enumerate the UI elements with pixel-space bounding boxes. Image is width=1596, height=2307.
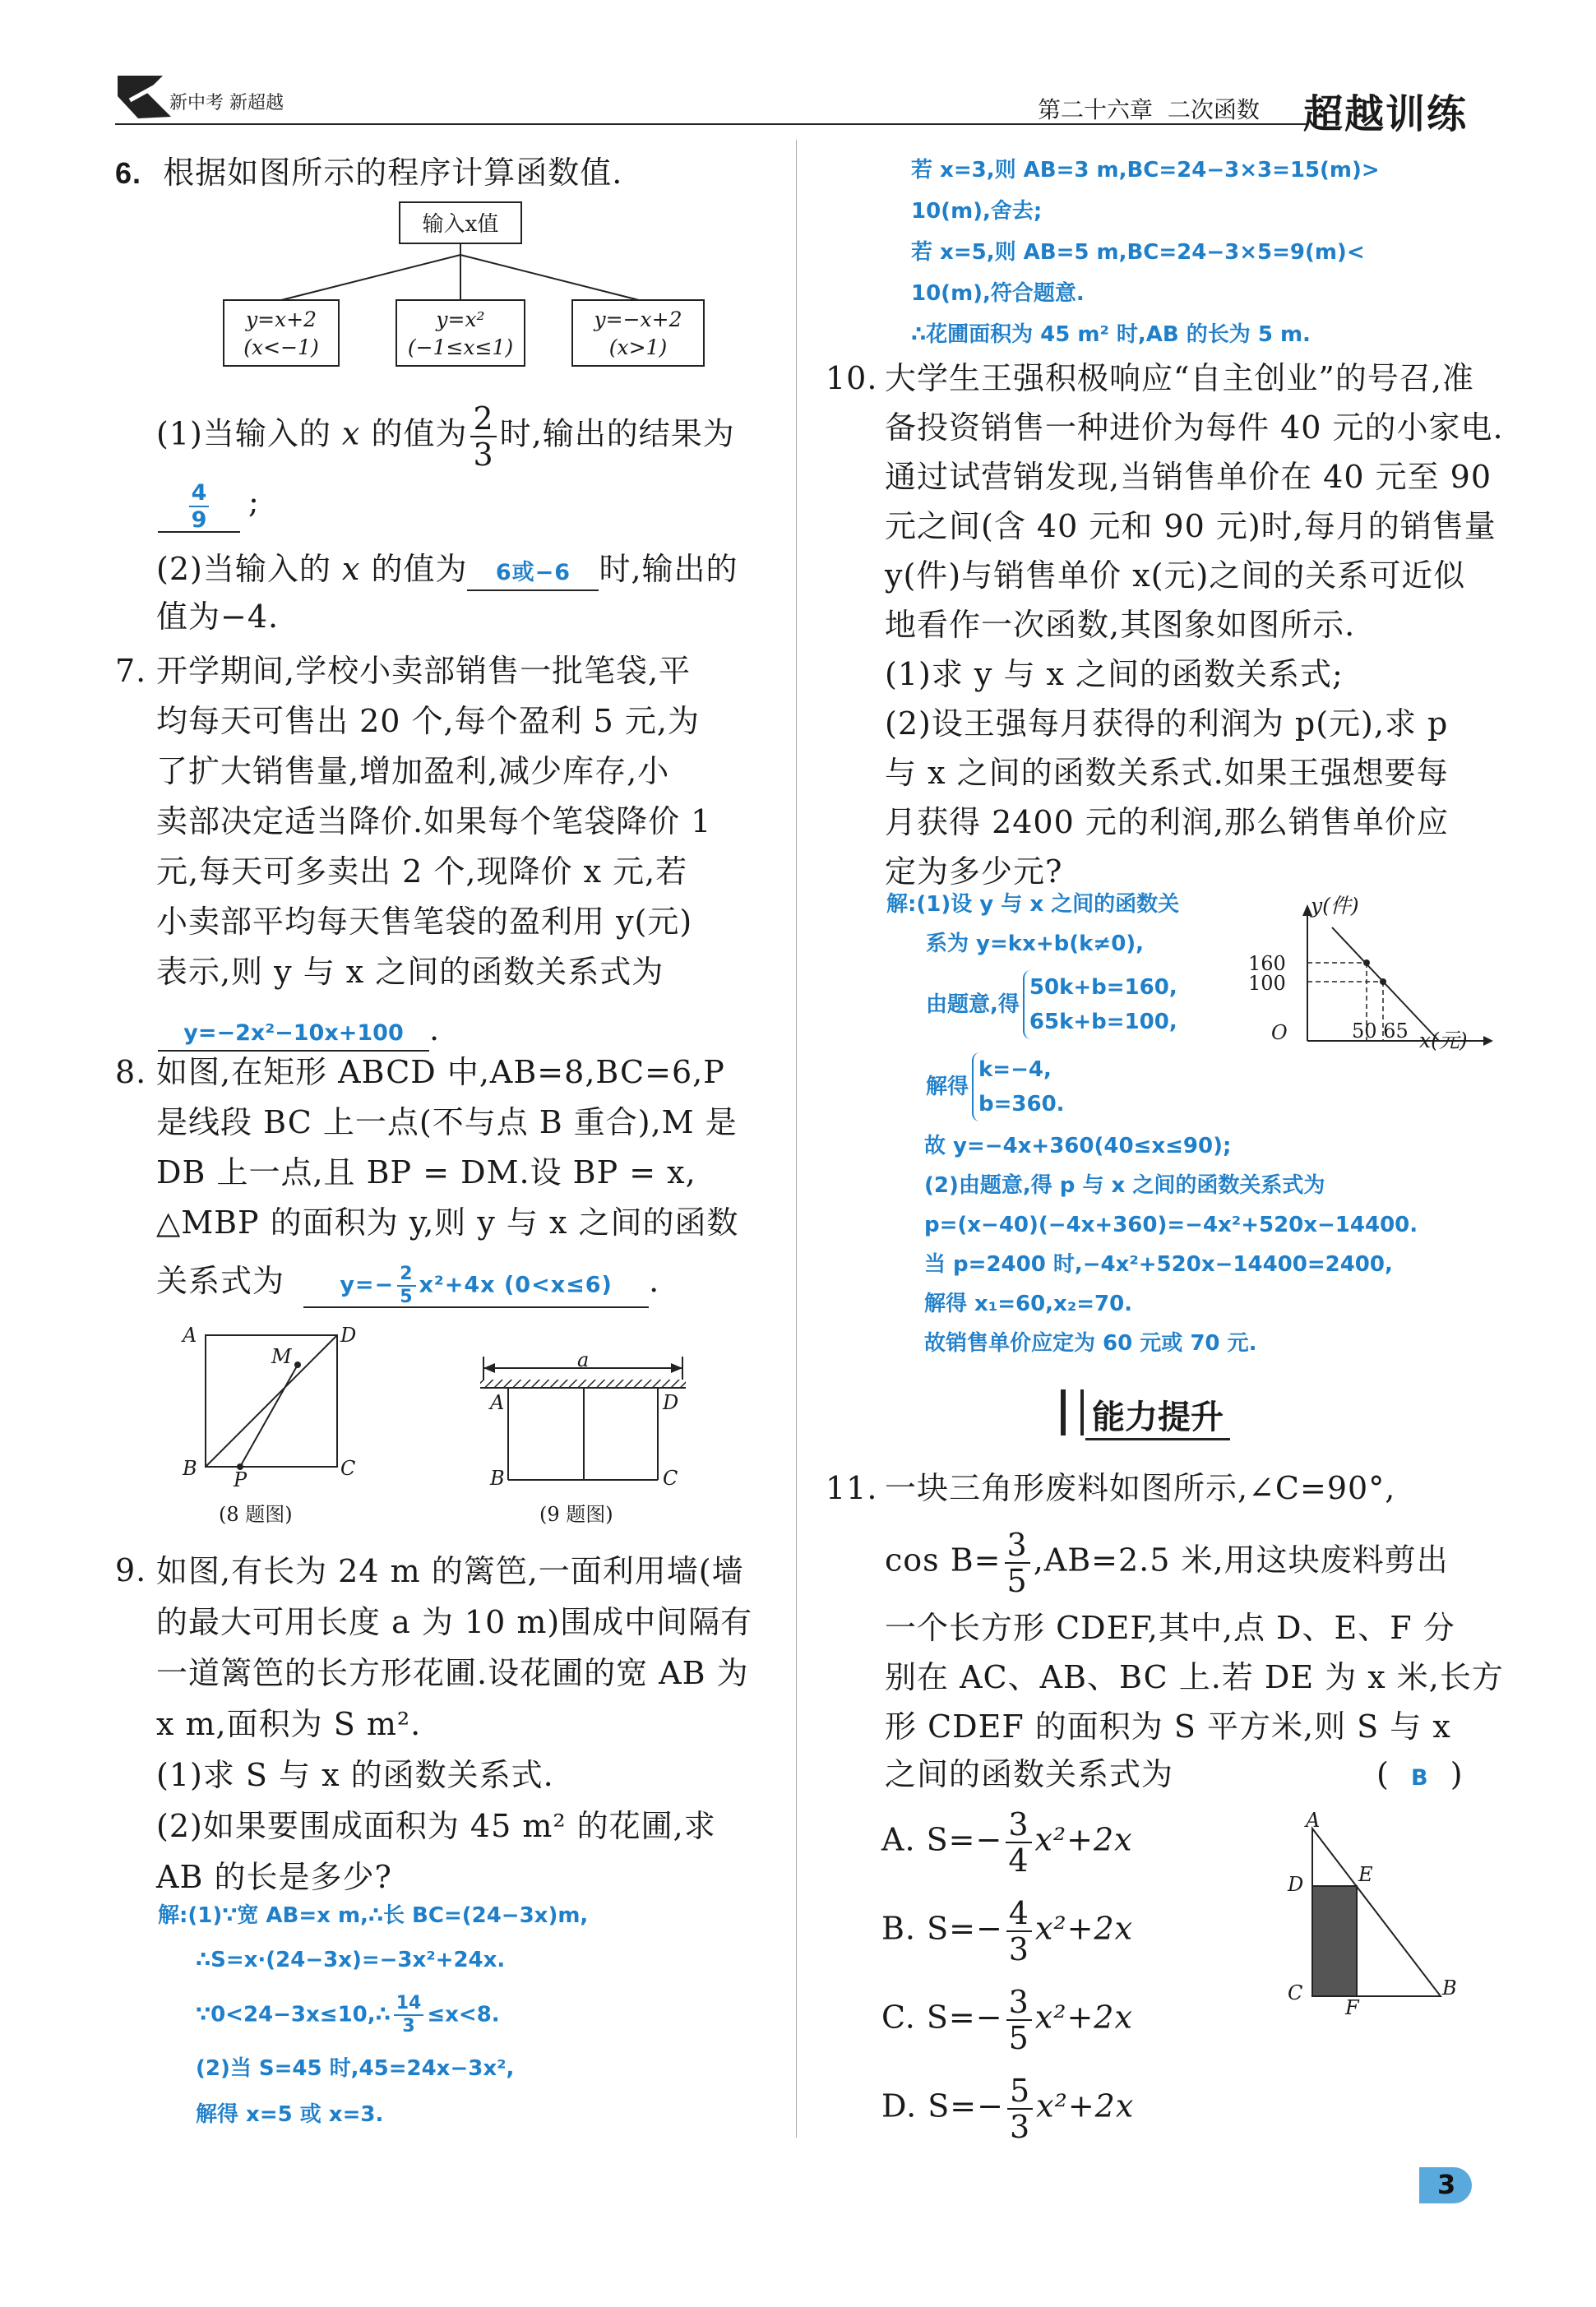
fig11-label-E: E <box>1358 1863 1373 1886</box>
section-marker <box>1061 1389 1084 1436</box>
fig8-label-A: A <box>183 1324 197 1347</box>
q6-stem: 6. 根据如图所示的程序计算函数值. <box>115 155 623 191</box>
fig8-label-D: D <box>340 1324 357 1347</box>
graph-y-label: y(件) <box>1311 894 1359 918</box>
q7-num: 7. <box>115 653 147 689</box>
graph-x-ticks: 50 65 <box>1352 1019 1409 1043</box>
q10-solution-a: 解:(1)设 y 与 x 之间的函数关 系为 y=kx+b(k≠0), 由题意,得 50k+b=160, 65k+b=100, 解得 k=−4, b=360. <box>886 885 1179 1128</box>
q7-body: 开学期间,学校小卖部销售一批笔袋,平 均每天可售出 20 个,每个盈利 5 元,为 了扩大销售量,增加盈利,减少库存,小 卖部决定适当降价.如果每个笔袋降价 1 元,每天可多卖出 2 个,现降价 x 元,若 小卖部平均每天售笔袋的盈利用 y(元) 表示,则 y 与 x 之间的函数关系式为 <box>156 653 712 990</box>
fig9-label-D: D <box>663 1391 679 1414</box>
graph-origin: O <box>1271 1021 1288 1044</box>
q10-body: 大学生王强积极响应“自主创业”的号召,准 备投资销售一种进价为每件 40 元的小家电. 通过试营销发现,当销售单价在 40 元至 90 元之间(含 40 元和 90 元)时,每月的销售量 y(件)与销售单价 x(元)之间的关系可近似 地看作一次函数,其图象如图所示. (1)求 y 与 x 之间的函数关系式; (2)设王强每月获得的利润为 p(元),求 p 与 x 之间的函数关系式.如果王强想要每 月获得 2400 元的利润,那么销售单价应 定为多少元? <box>885 360 1504 890</box>
q11-option-d[interactable]: D. S=− $\frac{5}{3}$ x²+2x <box>881 2073 1135 2145</box>
q11-line1: 一块三角形废料如图所示,∠C=90°, <box>885 1470 1396 1506</box>
q11-option-b[interactable]: B. S=− $\frac{4}{3}$ x²+2x <box>881 1895 1134 1967</box>
q11-figure <box>1283 1817 1464 2014</box>
q8-body: 如图,在矩形 ABCD 中,AB=8,BC=6,P 是线段 BC 上一点(不与点 B 重合),M 是 DB 上一点,且 BP = DM.设 BP = x, △MBP 的面积为 y,则 y 与 x 之间的函数 <box>156 1054 739 1241</box>
q9-solution: 解:(1)∵宽 AB=x m,∴长 BC=(24−3x)m, ∴S=x·(24−3x)=−3x²+24x. ∵0<24−3x≤10,∴ $\frac{14}{3}$ ≤x<8. (2)当 S=45 时,45=24x−3x², 解得 x=5 或 x=3. <box>158 1903 589 2127</box>
q11-last: 之间的函数关系式为 <box>885 1756 1174 1792</box>
series-title: 超越训练 <box>1303 91 1469 137</box>
flow-box-2: y=x² (−1≤x≤1) <box>407 307 514 359</box>
graph-y-tick-160: 160 <box>1248 952 1286 975</box>
fig11-label-D: D <box>1288 1873 1304 1896</box>
fig11-label-A: A <box>1306 1809 1321 1832</box>
fig11-label-F: F <box>1345 1996 1359 2019</box>
q6-part1: (1)当输入的 x 的值为 $\frac{2}{3}$ 时,输出的结果为 <box>156 400 735 473</box>
q6-answer2: 6或−6 <box>467 557 599 591</box>
chapter-title: 第二十六章 二次函数 <box>1038 96 1260 123</box>
fig8-label-M: M <box>271 1345 292 1368</box>
q7-answer: y=−2x²−10x+100 . <box>158 1005 440 1054</box>
fig8-caption: (8 题图) <box>219 1503 293 1526</box>
q10-num: 10. <box>826 360 878 396</box>
flow-input: 输入x值 <box>422 212 499 237</box>
q10-solution-b: 故 y=−4x+360(40≤x≤90); (2)由题意,得 p 与 x 之间的函数关系式为 p=(x−40)(−4x+360)=−4x²+520x−14400. 当 p=2400 时,−4x²+520x−14400=2400, 解得 x₁=60,x₂=70. 故销售单价应定为 60 元或 70 元. <box>924 1134 1418 1356</box>
section-title: 能力提升 <box>1085 1391 1230 1440</box>
brand-text: 新中考 新超越 <box>169 93 285 113</box>
q8-last: 关系式为 y=− $\frac{2}{5}$ x²+4x (0<x≤6) . <box>156 1263 660 1307</box>
q6-part2-end: 值为−4. <box>156 599 280 635</box>
fig9-label-A: A <box>490 1391 505 1414</box>
flow-box-1: y=x+2 (x<−1) <box>243 307 319 359</box>
q9-body: 如图,有长为 24 m 的篱笆,一面利用墙(墙 的最大可用长度 a 为 10 m)围成中间隔有 一道篱笆的长方形花圃.设花圃的宽 AB 为 x m,面积为 S m². (1)求 S 与 x 的函数关系式. (2)如果要围成面积为 45 m² 的花圃,求 AB 的长是多少? <box>156 1553 753 1895</box>
graph-y-tick-100: 100 <box>1248 972 1286 995</box>
q11-line2: cos B= $\frac{3}{5}$ ,AB=2.5 米,用这块废料剪出 <box>885 1527 1449 1599</box>
fig8-label-P: P <box>234 1468 247 1491</box>
q6-part2: (2)当输入的 x 的值为 6或−6 时,输出的 <box>156 544 738 594</box>
fig9-label-a: a <box>577 1348 590 1371</box>
fig9-label-C: C <box>663 1467 678 1490</box>
fig9-label-B: B <box>490 1467 505 1490</box>
graph-x-label: x(元) <box>1419 1029 1468 1052</box>
q6-answer1: $\frac{4}{9}$ ; <box>158 477 260 533</box>
q11-option-a[interactable]: A. S=− $\frac{3}{4}$ x²+2x <box>881 1806 1133 1879</box>
q6-frac-2-3: $\frac{2}{3}$ <box>470 403 496 470</box>
q11-body: 一个长方形 CDEF,其中,点 D、E、F 分 别在 AC、AB、BC 上.若 DE 为 x 米,长方 形 CDEF 的面积为 S 平方米,则 S 与 x <box>885 1610 1504 1745</box>
fig8-label-B: B <box>183 1457 197 1480</box>
fig11-label-C: C <box>1288 1981 1303 2004</box>
fig8-label-C: C <box>340 1457 356 1480</box>
page-number: 3 <box>1437 2169 1456 2200</box>
fig11-label-B: B <box>1442 1976 1457 2000</box>
q11-option-c[interactable]: C. S=− $\frac{3}{5}$ x²+2x <box>881 1984 1133 2056</box>
q11-num: 11. <box>826 1470 878 1506</box>
q11-answer: ( B ) <box>1376 1756 1464 1792</box>
flow-box-3: y=−x+2 (x>1) <box>594 307 682 359</box>
q8-num: 8. <box>115 1054 147 1090</box>
fig9-caption: (9 题图) <box>539 1503 613 1526</box>
column-divider <box>796 140 797 2138</box>
q9-solution-cont: 若 x=3,则 AB=3 m,BC=24−3×3=15(m)> 10(m),舍去; 若 x=5,则 AB=5 m,BC=24−3×5=9(m)< 10(m),符合题意. ∴花圃面积为 45 m² 时,AB 的长为 5 m. <box>911 158 1380 347</box>
q9-num: 9. <box>115 1552 147 1588</box>
